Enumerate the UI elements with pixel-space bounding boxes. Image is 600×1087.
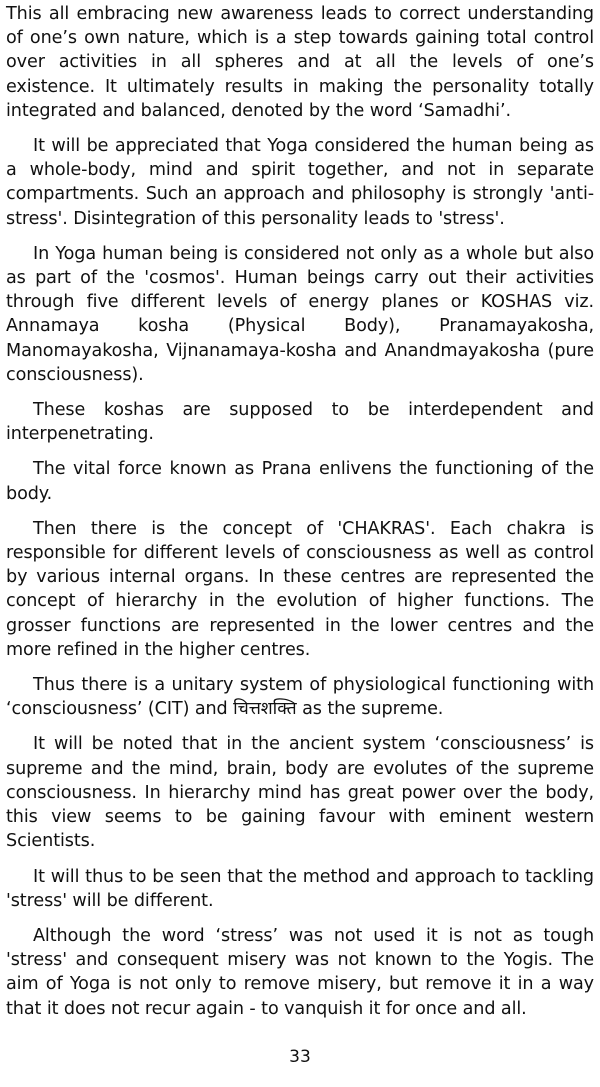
page-number: 33 bbox=[289, 1047, 311, 1067]
paragraph-8: It will be noted that in the ancient system ‘consciousness’ is supreme and the mind, brain, body are evolutes of the supreme consciousness. In hierarchy mind has great power over the body, this view seems to be gaining favour with eminent western Scientists. bbox=[6, 734, 594, 852]
paragraph-9: It will thus to be seen that the method and approach to tackling 'stress' will be different. bbox=[6, 866, 594, 911]
paragraph-6: Then there is the concept of 'CHAKRAS'. Each chakra is responsible for different levels of consciousness as well as control by various internal organs. In these centres are represented the concept of hierarchy in the evolution of higher functions. The grosser functions are represented in the lower centres and the more refined in the higher centres. bbox=[6, 518, 594, 660]
paragraph-10: Although the word ‘stress’ was not used it is not as tough 'stress' and consequent misery was not known to the Yogis. The aim of Yoga is not only to remove misery, but remove it in a way that it does not recur again - to vanquish it for once and all. bbox=[6, 925, 594, 1019]
paragraph-3: In Yoga human being is considered not only as a whole but also as part of the 'cosmos'. Human beings carry out their activities through five different levels of energy planes or KOSHAS viz. Annamaya kosha (Physical Body), Pranamayakosha, Manomayakosha, Vijnanamaya-kosha and Anandmayakosha (pure consciousness). bbox=[6, 243, 594, 385]
paragraph-2: It will be appreciated that Yoga considered the human being as a whole-body, mind and spirit together, and not in separate compartments. Such an approach and philosophy is strongly 'anti-stress'. Disintegration of this personality leads to 'stress'. bbox=[6, 136, 594, 229]
paragraph-4: These koshas are supposed to be interdependent and interpenetrating. bbox=[6, 400, 594, 445]
paragraph-7: Thus there is a unitary system of physiological functioning with ‘consciousness’ (CIT) and चित्तशक्ति as the supreme. bbox=[6, 675, 594, 720]
paragraph-5: The vital force known as Prana enlivens the functioning of the body. bbox=[6, 459, 594, 504]
paragraph-1: This all embracing new awareness leads to correct understanding of one’s own nature, which is a step towards gaining total control over activities in all spheres and at all the levels of one’s existence. It ultimately results in making the personality totally integrated and balanced, denoted by the word ‘Samadhi’. bbox=[6, 4, 594, 121]
